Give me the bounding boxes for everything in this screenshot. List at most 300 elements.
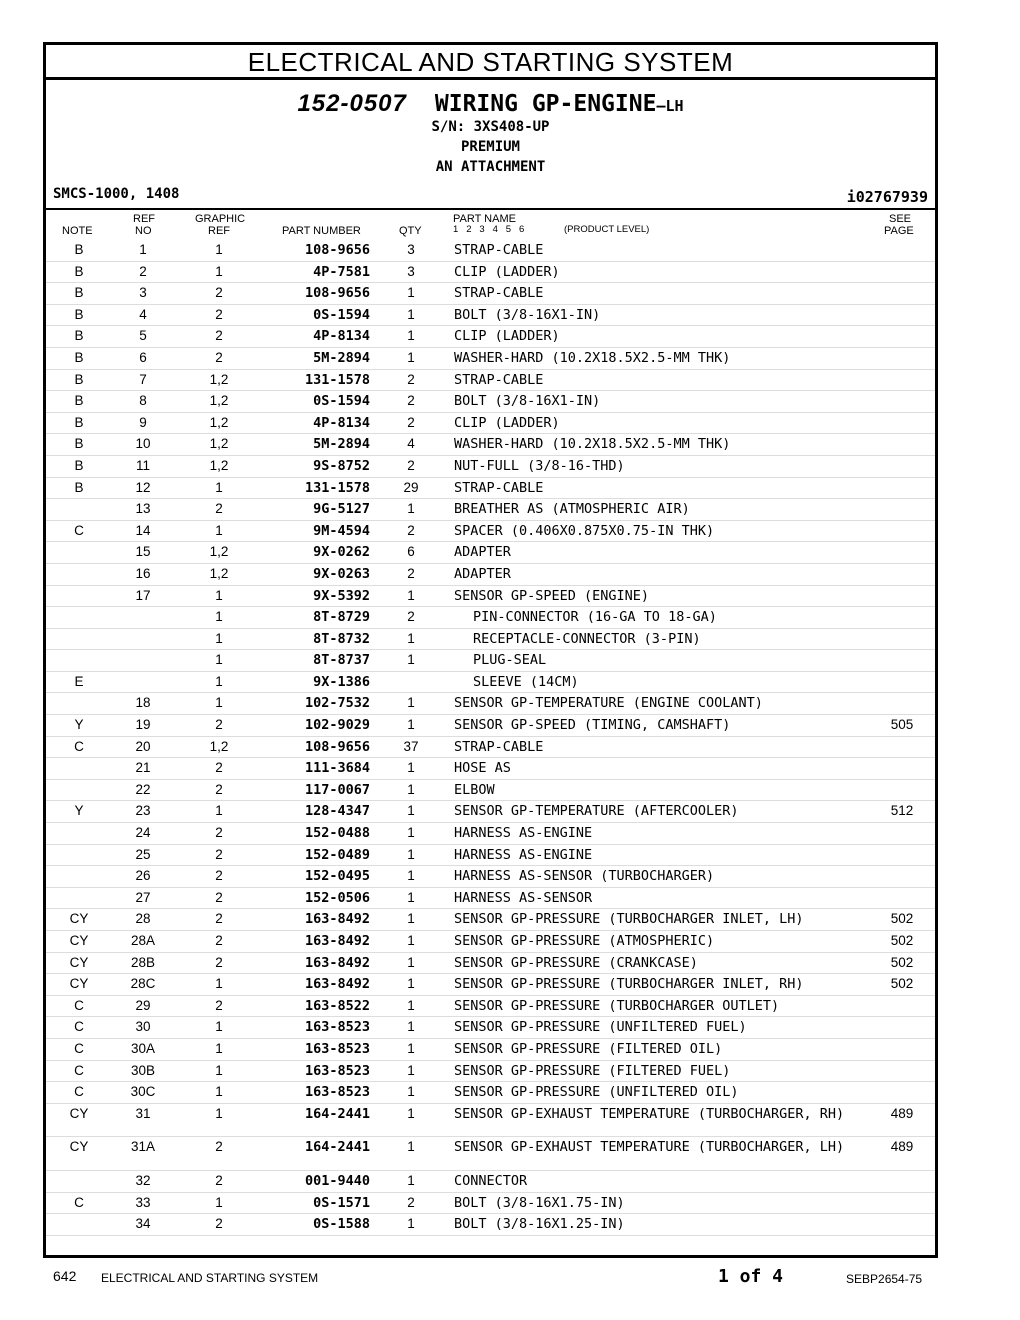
section-title: ELECTRICAL AND STARTING SYSTEM (46, 45, 935, 80)
table-row (46, 456, 935, 478)
table-row (46, 262, 935, 284)
row-qty: 1 (407, 846, 415, 862)
row-qty: 6 (407, 544, 415, 560)
row-graphic-ref: 1,2 (209, 738, 229, 754)
row-qty: 1 (407, 997, 415, 1013)
table-row (46, 370, 935, 392)
row-part-name: SENSOR GP-PRESSURE (TURBOCHARGER INLET, LH) (454, 911, 804, 928)
group-name: WIRING GP-ENGINE (434, 91, 657, 117)
row-part-number: 0S-1594 (313, 393, 370, 410)
row-graphic-ref: 2 (215, 825, 223, 841)
serial-number: S/N: 3XS408-UP (431, 119, 550, 135)
row-part-number: 164-2441 (304, 1105, 370, 1122)
row-graphic-ref: 2 (215, 868, 223, 884)
row-graphic-ref: 1 (215, 695, 223, 711)
row-part-number: 163-8523 (304, 1062, 370, 1079)
row-graphic-ref: 1 (215, 1194, 223, 1210)
table-row (46, 542, 935, 564)
col-gref-bottom: REF (208, 225, 230, 237)
row-graphic-ref: 1,2 (209, 457, 229, 473)
row-part-name: SPACER (0.406X0.875X0.75-IN THK) (454, 522, 715, 539)
row-qty: 1 (407, 825, 415, 841)
table-row (46, 564, 935, 586)
row-ref-no: 24 (135, 825, 151, 841)
table-row (46, 413, 935, 435)
col-ref-top: REF (133, 213, 155, 225)
row-part-name: SENSOR GP-PRESSURE (FILTERED FUEL) (454, 1062, 731, 1079)
col-see-bottom: PAGE (884, 225, 914, 237)
page-footer (0, 1266, 1020, 1290)
row-part-number: 0S-1571 (313, 1194, 370, 1211)
table-row (46, 283, 935, 305)
row-graphic-ref: 2 (215, 933, 223, 948)
header-divider (46, 208, 935, 210)
row-qty: 1 (407, 933, 415, 948)
footer-document: SEBP2654-75 (846, 1272, 923, 1286)
row-part-number: 128-4347 (304, 803, 370, 820)
row-qty: 29 (403, 479, 419, 495)
row-ref-no: 13 (135, 501, 151, 517)
row-note: CY (69, 911, 89, 927)
row-graphic-ref: 1 (215, 976, 223, 992)
row-ref-no: 32 (135, 1172, 151, 1188)
row-qty: 1 (407, 1172, 415, 1188)
row-part-name: CLIP (LADDER) (454, 328, 560, 345)
row-part-number: 4P-8134 (313, 414, 370, 431)
row-qty: 1 (407, 911, 415, 927)
row-ref-no: 4 (139, 306, 147, 322)
row-part-name: WASHER-HARD (10.2X18.5X2.5-MM THK) (454, 436, 731, 453)
row-graphic-ref: 1,2 (209, 371, 229, 387)
column-headers (46, 211, 935, 239)
row-qty: 2 (407, 393, 415, 409)
row-part-name: SENSOR GP-PRESSURE (TURBOCHARGER INLET, RH) (454, 976, 804, 993)
row-part-number: 4P-8134 (313, 328, 370, 345)
col-note: NOTE (62, 225, 93, 237)
row-part-name: RECEPTACLE-CONNECTOR (3-PIN) (473, 630, 701, 647)
row-part-number: 152-0506 (304, 889, 370, 906)
row-ref-no: 29 (135, 997, 151, 1013)
row-part-name: BOLT (3/8-16X1.25-IN) (454, 1216, 625, 1233)
row-note: Y (74, 803, 84, 819)
row-ref-no: 21 (135, 760, 151, 776)
group-title-line (46, 90, 935, 118)
row-ref-no: 30C (130, 1084, 156, 1100)
row-qty: 1 (407, 868, 415, 884)
row-note: C (74, 1019, 84, 1035)
footer-sheet: 1 of 4 (718, 1266, 784, 1287)
row-note: B (74, 263, 84, 279)
row-graphic-ref: 2 (215, 306, 223, 322)
row-qty: 2 (407, 565, 415, 581)
row-part-name: SENSOR GP-EXHAUST TEMPERATURE (TURBOCHARGER, RH) (454, 1105, 845, 1122)
col-gref-top: GRAPHIC (195, 213, 246, 225)
row-ref-no: 26 (135, 868, 151, 884)
table-row (46, 521, 935, 543)
row-graphic-ref: 1 (215, 652, 223, 668)
row-part-number: 163-8522 (304, 997, 370, 1014)
row-qty: 1 (407, 1019, 415, 1035)
row-graphic-ref: 1 (215, 630, 223, 646)
row-graphic-ref: 2 (215, 501, 223, 517)
row-graphic-ref: 2 (215, 285, 223, 301)
row-part-number: 9X-0263 (313, 565, 370, 582)
row-note: CY (69, 1105, 89, 1121)
row-note: CY (69, 933, 89, 948)
row-qty: 1 (407, 285, 415, 301)
row-see-page: 502 (890, 976, 914, 992)
col-qty: QTY (399, 225, 422, 237)
row-graphic-ref: 2 (215, 1172, 223, 1188)
table-row (46, 607, 935, 629)
illustration-id: i02767939 (846, 188, 928, 206)
row-ref-no: 5 (139, 328, 147, 344)
row-part-number: 0S-1588 (313, 1216, 370, 1233)
row-note: B (74, 479, 84, 495)
row-graphic-ref: 1 (215, 1019, 223, 1035)
table-row (46, 931, 935, 953)
row-part-number: 117-0067 (304, 781, 370, 798)
table-row (46, 1104, 935, 1138)
row-note: E (74, 673, 84, 689)
row-note: C (74, 1062, 84, 1078)
row-qty: 1 (407, 501, 415, 517)
table-row (46, 478, 935, 500)
row-note: B (74, 285, 84, 301)
row-note: B (74, 457, 84, 473)
table-row (46, 953, 935, 975)
row-part-name: SENSOR GP-SPEED (ENGINE) (454, 587, 650, 604)
row-ref-no: 27 (135, 889, 151, 905)
table-row (46, 434, 935, 456)
row-see-page: 502 (890, 911, 914, 927)
row-note: B (74, 349, 84, 365)
row-graphic-ref: 1,2 (209, 565, 229, 581)
row-qty: 1 (407, 1040, 415, 1056)
row-qty: 1 (407, 306, 415, 322)
row-see-page: 489 (890, 1139, 914, 1155)
table-row (46, 996, 935, 1018)
row-graphic-ref: 1,2 (209, 414, 229, 430)
row-ref-no: 1 (139, 242, 147, 257)
table-row (46, 780, 935, 802)
table-row (46, 1193, 935, 1215)
row-qty: 1 (407, 954, 415, 970)
row-part-name: SENSOR GP-PRESSURE (UNFILTERED FUEL) (454, 1019, 747, 1036)
row-graphic-ref: 2 (215, 846, 223, 862)
row-part-name: SENSOR GP-PRESSURE (CRANKCASE) (454, 954, 698, 971)
row-graphic-ref: 2 (215, 717, 223, 733)
row-graphic-ref: 2 (215, 954, 223, 970)
col-product-level: (PRODUCT LEVEL) (564, 224, 650, 235)
parts-table (46, 240, 935, 1236)
row-ref-no: 31A (130, 1139, 156, 1155)
row-part-number: 131-1578 (304, 479, 370, 496)
row-qty: 1 (407, 760, 415, 776)
row-part-name: BOLT (3/8-16X1-IN) (454, 393, 601, 410)
col-part-number: PART NUMBER (282, 225, 361, 237)
row-part-name: STRAP-CABLE (454, 479, 544, 496)
row-part-name: SENSOR GP-PRESSURE (FILTERED OIL) (454, 1040, 723, 1057)
row-part-name: CLIP (LADDER) (454, 414, 560, 431)
row-part-number: 9S-8752 (313, 457, 370, 474)
row-qty: 1 (407, 695, 415, 711)
row-ref-no: 9 (139, 414, 147, 430)
row-part-number: 163-8523 (304, 1084, 370, 1101)
row-graphic-ref: 1,2 (209, 436, 229, 452)
row-part-name: SLEEVE (14CM) (473, 673, 579, 690)
row-part-name: BREATHER AS (ATMOSPHERIC AIR) (454, 501, 690, 518)
row-part-number: 9M-4594 (313, 522, 370, 539)
row-note: C (74, 1194, 84, 1210)
row-part-name: SENSOR GP-TEMPERATURE (AFTERCOOLER) (454, 803, 739, 820)
row-part-name: CONNECTOR (454, 1172, 528, 1189)
col-see-top: SEE (889, 213, 912, 225)
row-ref-no: 20 (135, 738, 151, 754)
footer-section: ELECTRICAL AND STARTING SYSTEM (101, 1271, 319, 1285)
row-graphic-ref: 1 (215, 1062, 223, 1078)
row-part-name: PIN-CONNECTOR (16-GA TO 18-GA) (473, 609, 717, 626)
row-ref-no: 6 (139, 349, 147, 365)
row-graphic-ref: 2 (215, 911, 223, 927)
row-qty: 4 (407, 436, 415, 452)
row-part-number: 163-8492 (304, 911, 370, 928)
row-part-name: ADAPTER (454, 544, 511, 561)
row-part-name: PLUG-SEAL (473, 652, 547, 669)
row-note: CY (69, 954, 89, 970)
group-qualifier-premium: PREMIUM (460, 139, 520, 155)
row-see-page: 489 (890, 1105, 914, 1121)
row-part-number: 163-8523 (304, 1019, 370, 1036)
row-qty: 1 (407, 630, 415, 646)
row-qty: 1 (407, 1062, 415, 1078)
row-ref-no: 3 (139, 285, 147, 301)
row-part-name: STRAP-CABLE (454, 285, 544, 302)
row-note: CY (69, 976, 89, 992)
row-note: B (74, 393, 84, 409)
row-ref-no: 7 (139, 371, 147, 387)
row-ref-no: 28 (135, 911, 151, 927)
col-ref-bottom: NO (135, 225, 152, 237)
row-part-name: SENSOR GP-PRESSURE (TURBOCHARGER OUTLET) (454, 997, 780, 1014)
table-row (46, 1039, 935, 1061)
parts-page-frame (43, 42, 938, 1258)
table-row (46, 1061, 935, 1083)
table-row (46, 586, 935, 608)
row-part-number: 8T-8729 (313, 609, 370, 626)
row-note: C (74, 738, 84, 754)
row-note: C (74, 1084, 84, 1100)
row-graphic-ref: 1,2 (209, 393, 229, 409)
row-graphic-ref: 2 (215, 781, 223, 797)
row-qty: 2 (407, 609, 415, 625)
row-qty: 2 (407, 1194, 415, 1210)
table-row (46, 305, 935, 327)
row-graphic-ref: 2 (215, 328, 223, 344)
row-part-number: 164-2441 (304, 1139, 370, 1156)
row-graphic-ref: 1,2 (209, 544, 229, 560)
row-graphic-ref: 1 (215, 263, 223, 279)
row-note: B (74, 436, 84, 452)
row-part-name: BOLT (3/8-16X1.75-IN) (454, 1194, 625, 1211)
row-qty: 2 (407, 371, 415, 387)
row-part-number: 163-8492 (304, 954, 370, 971)
col-levels: 1 2 3 4 5 6 (453, 224, 525, 235)
row-graphic-ref: 1 (215, 587, 223, 603)
row-part-name: SENSOR GP-PRESSURE (UNFILTERED OIL) (454, 1084, 739, 1101)
row-qty: 37 (403, 738, 419, 754)
row-part-number: 001-9440 (304, 1172, 370, 1189)
row-part-number: 5M-2894 (313, 436, 370, 453)
row-part-number: 152-0489 (304, 846, 370, 863)
table-row (46, 326, 935, 348)
footer-page-number: 642 (53, 1268, 77, 1284)
row-qty: 1 (407, 803, 415, 819)
row-see-page: 502 (890, 933, 914, 948)
row-ref-no: 8 (139, 393, 147, 409)
smcs-code: SMCS-1000, 1408 (53, 186, 180, 202)
group-header (46, 80, 935, 215)
row-ref-no: 11 (135, 457, 150, 473)
row-part-number: 102-7532 (304, 695, 370, 712)
row-note: C (74, 1040, 84, 1056)
group-qualifier-attachment: AN ATTACHMENT (435, 159, 546, 175)
row-part-name: STRAP-CABLE (454, 242, 544, 258)
row-note: C (74, 997, 84, 1013)
table-row (46, 629, 935, 651)
row-ref-no: 2 (139, 263, 147, 279)
row-note: CY (69, 1139, 89, 1155)
row-ref-no: 31 (135, 1105, 151, 1121)
row-ref-no: 28B (130, 954, 156, 970)
row-qty: 1 (407, 889, 415, 905)
row-note: B (74, 242, 84, 257)
row-part-name: BOLT (3/8-16X1-IN) (454, 306, 601, 323)
row-graphic-ref: 2 (215, 760, 223, 776)
table-row (46, 1171, 935, 1193)
row-qty: 1 (407, 349, 415, 365)
row-ref-no: 22 (135, 781, 151, 797)
table-row (46, 715, 935, 737)
row-part-number: 163-8492 (304, 933, 370, 949)
row-part-name: NUT-FULL (3/8-16-THD) (454, 457, 625, 474)
row-ref-no: 16 (135, 565, 151, 581)
table-row (46, 1017, 935, 1039)
row-part-name: HARNESS AS-ENGINE (454, 846, 593, 863)
table-row (46, 823, 935, 845)
row-qty: 2 (407, 414, 415, 430)
row-graphic-ref: 1 (215, 1040, 223, 1056)
row-part-number: 152-0495 (304, 868, 370, 885)
table-row (46, 391, 935, 413)
table-row (46, 348, 935, 370)
row-part-number: 0S-1594 (313, 306, 370, 323)
row-graphic-ref: 1 (215, 479, 223, 495)
row-ref-no: 34 (135, 1216, 151, 1232)
row-ref-no: 28C (130, 976, 156, 992)
row-graphic-ref: 1 (215, 609, 223, 625)
row-note: C (74, 522, 84, 538)
row-part-number: 5M-2894 (313, 349, 370, 366)
row-part-number: 9X-0262 (313, 544, 370, 561)
row-graphic-ref: 2 (215, 1216, 223, 1232)
row-graphic-ref: 1 (215, 673, 223, 689)
row-part-number: 8T-8732 (313, 630, 370, 647)
table-row (46, 1137, 935, 1171)
row-part-name: STRAP-CABLE (454, 738, 544, 755)
row-graphic-ref: 2 (215, 1139, 223, 1155)
row-ref-no: 17 (135, 587, 151, 603)
row-part-name: HARNESS AS-SENSOR (TURBOCHARGER) (454, 868, 715, 885)
row-part-number: 9G-5127 (313, 501, 370, 518)
row-qty: 3 (407, 242, 415, 257)
row-part-name: SENSOR GP-TEMPERATURE (ENGINE COOLANT) (454, 695, 763, 712)
row-ref-no: 23 (135, 803, 151, 819)
table-row (46, 758, 935, 780)
row-qty: 1 (407, 1084, 415, 1100)
row-graphic-ref: 1 (215, 242, 223, 257)
row-qty: 1 (407, 717, 415, 733)
row-ref-no: 12 (135, 479, 151, 495)
table-row (46, 693, 935, 715)
row-qty: 1 (407, 652, 415, 668)
row-see-page: 502 (890, 954, 914, 970)
table-row (46, 1214, 935, 1236)
row-part-number: 163-8492 (304, 976, 370, 993)
row-ref-no: 30A (130, 1040, 156, 1056)
table-row (46, 240, 935, 262)
row-qty: 1 (407, 781, 415, 797)
row-graphic-ref: 2 (215, 349, 223, 365)
row-part-number: 8T-8737 (313, 652, 370, 669)
table-row (46, 974, 935, 996)
row-note: B (74, 306, 84, 322)
table-row (46, 737, 935, 759)
table-row (46, 801, 935, 823)
row-part-name: CLIP (LADDER) (454, 263, 560, 280)
row-part-number: 108-9656 (304, 242, 370, 258)
table-row (46, 866, 935, 888)
row-qty: 2 (407, 522, 415, 538)
row-part-name: ELBOW (454, 781, 495, 798)
row-qty: 3 (407, 263, 415, 279)
row-part-name: HARNESS AS-ENGINE (454, 825, 593, 842)
row-part-name: WASHER-HARD (10.2X18.5X2.5-MM THK) (454, 349, 731, 366)
row-qty: 1 (407, 328, 415, 344)
row-part-number: 9X-5392 (313, 587, 370, 604)
row-ref-no: 10 (135, 436, 151, 452)
row-ref-no: 28A (130, 933, 156, 948)
row-part-number: 163-8523 (304, 1040, 370, 1057)
row-qty: 1 (407, 587, 415, 603)
row-part-number: 152-0488 (304, 825, 370, 842)
row-ref-no: 30B (130, 1062, 156, 1078)
row-graphic-ref: 1 (215, 1105, 223, 1121)
row-note: B (74, 414, 84, 430)
table-row (46, 499, 935, 521)
col-part-name: PART NAME (453, 213, 516, 225)
row-part-name: SENSOR GP-PRESSURE (ATMOSPHERIC) (454, 933, 715, 949)
row-graphic-ref: 1 (215, 1084, 223, 1100)
table-row (46, 888, 935, 910)
row-part-number: 4P-7581 (313, 263, 370, 280)
row-part-name: HARNESS AS-SENSOR (454, 889, 593, 906)
row-graphic-ref: 1 (215, 803, 223, 819)
row-part-name: SENSOR GP-EXHAUST TEMPERATURE (TURBOCHARGER, LH) (454, 1139, 845, 1156)
row-part-name: HOSE AS (454, 760, 511, 777)
row-graphic-ref: 2 (215, 997, 223, 1013)
row-note: B (74, 328, 84, 344)
